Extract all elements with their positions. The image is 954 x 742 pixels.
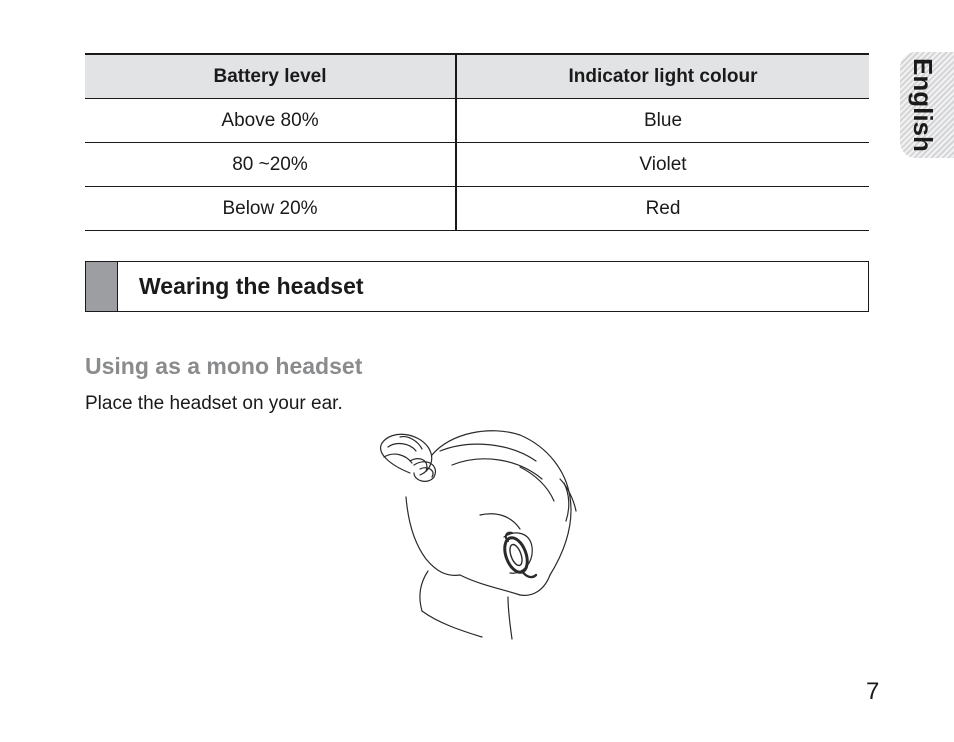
table-cell-indicator-colour: Blue [456,99,869,143]
table-cell-indicator-colour: Violet [456,143,869,187]
table-row [85,143,869,187]
battery-indicator-table [85,53,869,231]
table-cell-battery-level: Above 80% [85,99,456,143]
table-row [85,99,869,143]
headset-wearing-illustration [370,425,585,645]
table-cell-battery-level: Below 20% [85,187,456,231]
section-title: Wearing the headset [139,273,364,299]
table-cell-battery-level: 80 ~20% [85,143,456,187]
section-header [85,261,869,312]
section-marker [86,262,118,311]
table-row [85,187,869,231]
column-header-battery-level: Battery level [85,54,456,99]
page-number: 7 [866,678,880,705]
instruction-text: Place the headset on your ear. [85,393,343,414]
language-label: English [908,58,938,152]
language-tab [900,52,954,158]
column-header-indicator-colour: Indicator light colour [456,54,869,99]
table-header-row [85,54,869,99]
table-cell-indicator-colour: Red [456,187,869,231]
subsection-title: Using as a mono headset [85,353,363,379]
